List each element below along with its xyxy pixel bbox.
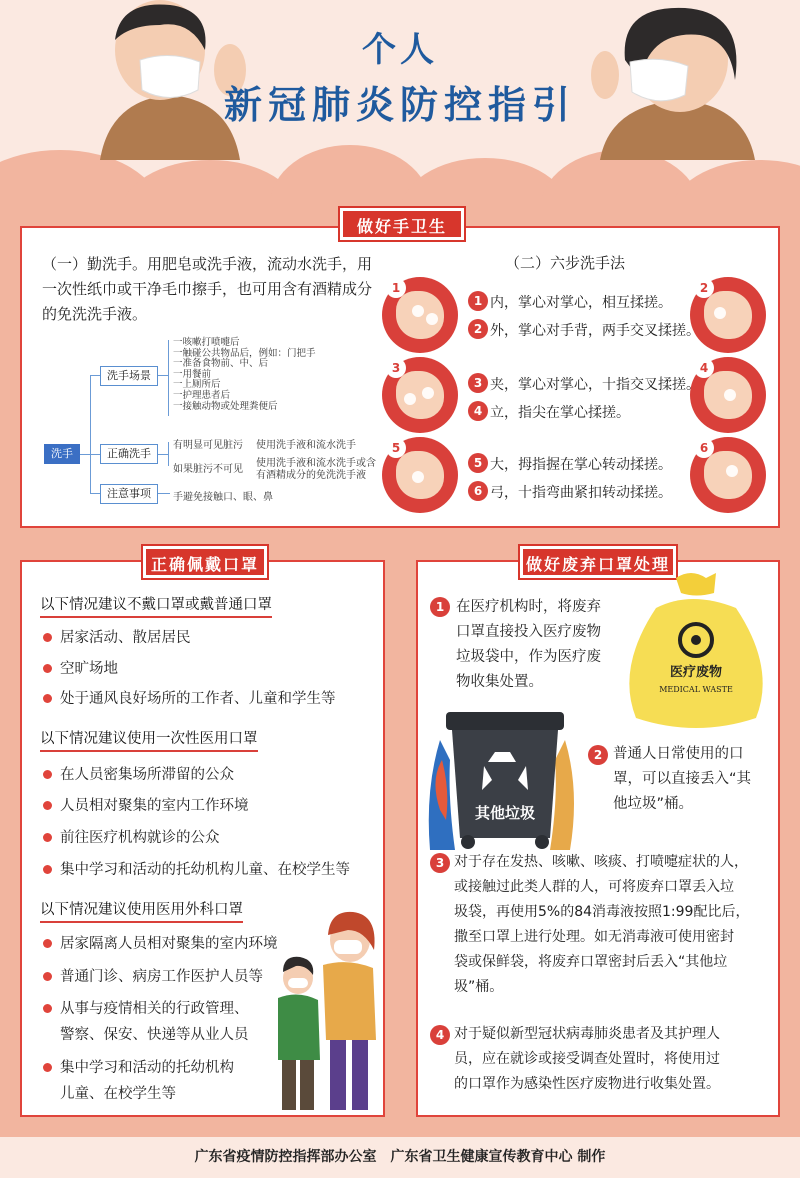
step-5-image-badge: 5 xyxy=(386,438,406,458)
page-title-line2: 新冠肺炎防控指引 xyxy=(223,83,576,127)
correct-cond-2: 如果脏污不可见 xyxy=(173,464,243,475)
disposal-title: 做好废弃口罩处理 xyxy=(520,546,676,578)
bag-label-en: MEDICAL WASTE xyxy=(659,685,733,694)
disposal-item1-text xyxy=(456,595,601,695)
disposal-item2-line: 他垃圾”桶。 xyxy=(613,796,694,812)
notes-text: 手避免接触口、眼、鼻 xyxy=(173,492,273,503)
step-1-image-badge: 1 xyxy=(386,278,406,298)
correct-method-2b: 有酒精成分的免洗洗手液 xyxy=(256,470,366,481)
disposal-item1-line: 在医疗机构时，将废弃 xyxy=(456,599,601,615)
correct-cond-1: 有明显可见脏污 xyxy=(173,440,243,451)
disposal-item3-line: 圾袋，再使用5%的84消毒液按照1:99配比后， xyxy=(454,904,750,920)
medical-waste-bag-illustration xyxy=(616,568,774,732)
step-2-image-badge: 2 xyxy=(694,278,714,298)
scene-item: 一上厕所后 xyxy=(173,379,221,391)
scene-item: 一用餐前 xyxy=(173,368,212,380)
mask-group1-item: 处于通风良好场所的工作者、儿童和学生等 xyxy=(60,691,336,707)
mask-group1-item: 空旷场地 xyxy=(60,661,118,677)
footer-credit: 广东省疫情防控指挥部办公室 广东省卫生健康宣传教育中心 制作 xyxy=(0,1137,800,1178)
disposal-item2-line: 普通人日常使用的口 xyxy=(613,746,744,762)
disposal-item3-line: 对于存在发热、咳嗽、咳痰、打喷嚏症状的人， xyxy=(454,854,748,870)
mindmap-root: 洗手 xyxy=(44,444,80,464)
step-6-badge: 6 xyxy=(468,481,488,501)
mindmap-scenes-label: 洗手场景 xyxy=(100,366,158,386)
disposal-item2-line: 罩，可以直接丢入“其 xyxy=(613,771,752,787)
mask-group3-item-4b: 儿童、在校学生等 xyxy=(60,1086,176,1102)
mask-group3-item-3b: 警察、保安、快递等从业人员 xyxy=(60,1027,249,1043)
bag-label: 医疗废物 xyxy=(669,665,723,680)
mask-group2-item: 在人员密集场所滞留的公众 xyxy=(60,767,234,783)
step-5-text: 大，拇指握在掌心转动揉搓。 xyxy=(490,457,672,473)
disposal-item2-badge: 2 xyxy=(588,745,608,765)
step-5-badge: 5 xyxy=(468,453,488,473)
step-1-text: 内，掌心对掌心，相互揉搓。 xyxy=(490,295,672,311)
disposal-item4-text xyxy=(454,1022,720,1097)
mask-group3-item: 普通门诊、病房工作医护人员等 xyxy=(60,969,263,985)
mask-group2-title: 以下情况建议使用一次性医用口罩 xyxy=(40,727,258,752)
disposal-item3-line: 或接触过此类人群的人，可将废弃口罩丢入垃 xyxy=(454,879,734,895)
scene-item: 一触碰公共物品后，例如：门把手 xyxy=(173,347,316,359)
disposal-item4-badge: 4 xyxy=(430,1025,450,1045)
correct-method-1: 使用洗手液和流水洗手 xyxy=(256,440,356,451)
mask-group3-title: 以下情况建议使用医用外科口罩 xyxy=(40,898,243,923)
step-1-badge: 1 xyxy=(468,291,488,311)
step-2-badge: 2 xyxy=(468,319,488,339)
mother-child-illustration xyxy=(268,910,383,1115)
step-4-badge: 4 xyxy=(468,401,488,421)
mask-group3-item-4a: 集中学习和活动的托幼机构 xyxy=(60,1060,234,1076)
scene-item: 一护理患者后 xyxy=(173,389,231,401)
header-banner xyxy=(0,0,800,200)
page-title-line1: 个人 xyxy=(362,30,438,70)
scene-item: 一准备食物前、中、后 xyxy=(173,358,269,370)
disposal-item1-line: 口罩直接投入医疗废物 xyxy=(456,624,601,640)
disposal-item4-line: 员，应在就诊或接受调查处置时，将使用过 xyxy=(454,1051,720,1067)
mindmap-scenes-list xyxy=(173,338,316,412)
step-6-text: 弓，十指弯曲紧扣转动揉搓。 xyxy=(490,485,672,501)
disposal-item1-line: 物收集处置。 xyxy=(456,674,543,690)
scene-item: 一接触动物或处理粪便后 xyxy=(173,400,278,412)
six-step-title: （二）六步洗手法 xyxy=(505,254,626,272)
disposal-item4-line: 对于疑似新型冠状病毒肺炎患者及其护理人 xyxy=(454,1026,720,1042)
mask-group2-item: 集中学习和活动的托幼机构儿童、在校学生等 xyxy=(60,862,350,878)
step-3-text: 夹，掌心对掌心，十指交叉揉搓。 xyxy=(490,377,700,393)
other-waste-bin-illustration xyxy=(420,700,590,850)
mask-group1-item: 居家活动、散居居民 xyxy=(60,630,191,646)
disposal-item3-line: 圾”桶。 xyxy=(454,979,504,995)
hand-hygiene-title: 做好手卫生 xyxy=(340,208,464,240)
scene-item: 一咳嗽打喷嚏后 xyxy=(173,337,240,348)
bin-label: 其他垃圾 xyxy=(474,804,536,822)
step-3-image-badge: 3 xyxy=(386,358,406,378)
disposal-item3-line: 袋或保鲜袋，将废弃口罩密封后丢入“其他垃 xyxy=(454,954,728,970)
mindmap-correct-label: 正确洗手 xyxy=(100,444,158,464)
step-6-image-badge: 6 xyxy=(694,438,714,458)
disposal-item3-badge: 3 xyxy=(430,853,450,873)
mask-group1-title: 以下情况建议不戴口罩或戴普通口罩 xyxy=(40,593,272,618)
mask-group2-item: 前往医疗机构就诊的公众 xyxy=(60,830,220,846)
disposal-item2-text xyxy=(613,742,751,817)
mask-group3-item-3a: 从事与疫情相关的行政管理、 xyxy=(60,1001,249,1017)
step-4-text: 立，指尖在掌心揉搓。 xyxy=(490,405,630,421)
step-2-text: 外，掌心对手背，两手交叉揉搓。 xyxy=(490,323,700,339)
disposal-item3-text xyxy=(454,850,749,1000)
disposal-item4-line: 的口罩作为感染性医疗废物进行收集处置。 xyxy=(454,1076,720,1092)
mask-group2-item: 人员相对聚集的室内工作环境 xyxy=(60,798,249,814)
mask-title: 正确佩戴口罩 xyxy=(143,546,267,578)
step-4-image-badge: 4 xyxy=(694,358,714,378)
mindmap-notes-label: 注意事项 xyxy=(100,484,158,504)
step-3-badge: 3 xyxy=(468,373,488,393)
hand-washing-intro: （一）勤洗手。用肥皂或洗手液，流动水洗手，用一次性纸巾或干净毛巾擦手，也可用含有酒精成分的免洗洗手液。 xyxy=(42,255,373,323)
disposal-item3-line: 撒至口罩上进行处理。如无消毒液可使用密封 xyxy=(454,929,734,945)
disposal-item1-line: 垃圾袋中，作为医疗废 xyxy=(456,649,601,665)
mask-group3-item: 居家隔离人员相对聚集的室内环境 xyxy=(60,936,278,952)
correct-method-2a: 使用洗手液和流水洗手或含 xyxy=(256,458,376,469)
disposal-item1-badge: 1 xyxy=(430,597,450,617)
